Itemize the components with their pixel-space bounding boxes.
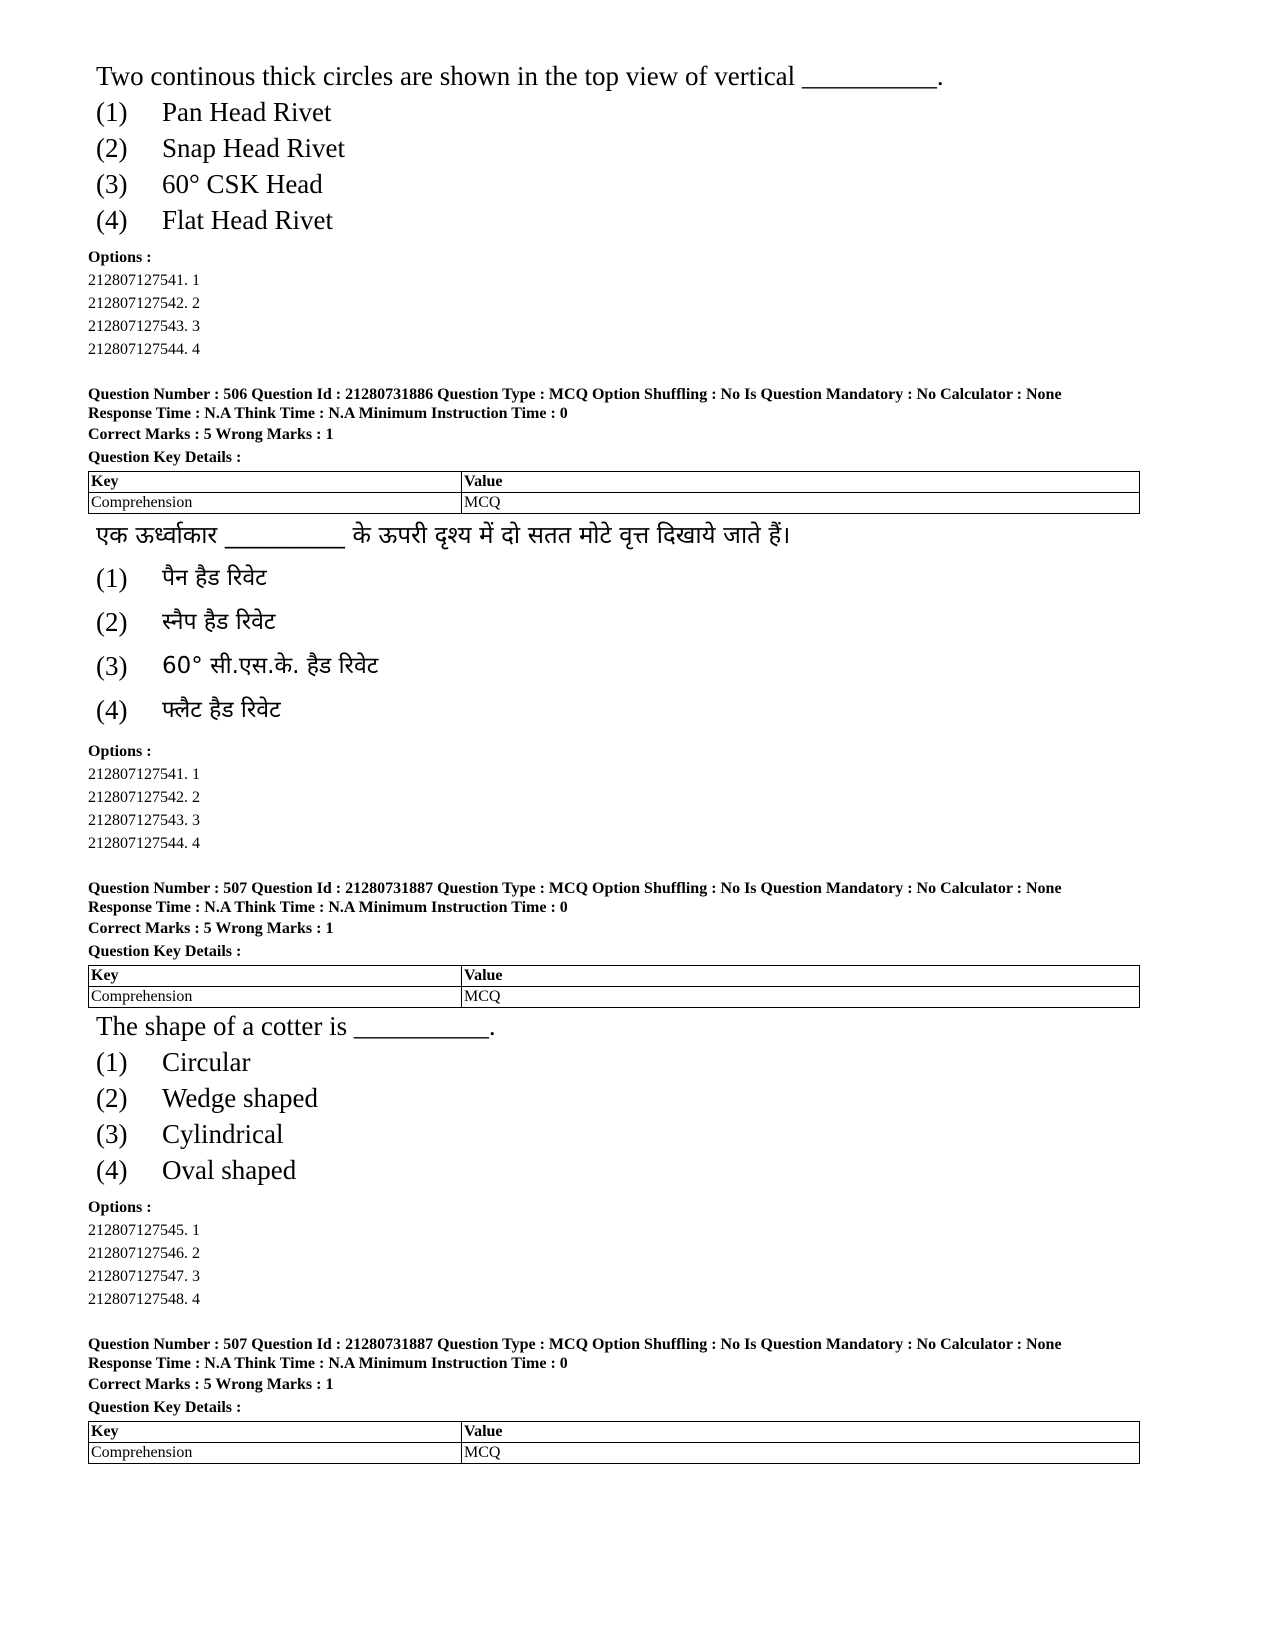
question-507-body bbox=[96, 1008, 1188, 1188]
question-meta bbox=[88, 879, 1188, 917]
choice-4 bbox=[96, 202, 1188, 238]
key-header: Key bbox=[89, 472, 462, 493]
choice-text: Wedge shaped bbox=[162, 1083, 319, 1113]
choice-number: (1) bbox=[96, 97, 128, 127]
meta-line-1: Question Number : 507 Question Id : 21280731887 Question Type : MCQ Option Shuffling : No Is Question Mandatory : No Calculator : None bbox=[88, 1336, 1062, 1353]
option-id: 212807127541. 1 bbox=[88, 272, 200, 289]
choice-text: Circular bbox=[162, 1047, 251, 1077]
choice-2 bbox=[96, 130, 1188, 166]
choice-text: पैन हैड रिवेट bbox=[162, 565, 267, 591]
option-id: 212807127548. 4 bbox=[88, 1291, 200, 1308]
value-cell: MCQ bbox=[462, 1443, 1140, 1464]
choice-1 bbox=[96, 1044, 1188, 1080]
table-row bbox=[89, 987, 1140, 1008]
option-id: 212807127541. 1 bbox=[88, 766, 200, 783]
table-row bbox=[89, 493, 1140, 514]
choice-number: (3) bbox=[96, 169, 128, 199]
key-header: Key bbox=[89, 1422, 462, 1443]
marks-line: Correct Marks : 5 Wrong Marks : 1 bbox=[88, 1376, 334, 1393]
choice-number: (3) bbox=[96, 651, 128, 681]
table-header-row bbox=[89, 472, 1140, 493]
question-meta bbox=[88, 385, 1188, 423]
choice-1 bbox=[96, 556, 1188, 600]
marks-line: Correct Marks : 5 Wrong Marks : 1 bbox=[88, 426, 334, 443]
key-cell: Comprehension bbox=[89, 1443, 462, 1464]
options-label: Options : bbox=[88, 249, 152, 266]
options-label: Options : bbox=[88, 1199, 152, 1216]
choice-number: (3) bbox=[96, 1119, 128, 1149]
choice-text: Pan Head Rivet bbox=[162, 97, 332, 127]
choice-text: फ्लैट हैड रिवेट bbox=[162, 697, 281, 723]
option-id: 212807127542. 2 bbox=[88, 789, 200, 806]
choice-number: (2) bbox=[96, 607, 128, 637]
question-text: Two continous thick circles are shown in the top view of vertical __________. bbox=[96, 61, 944, 91]
choice-4 bbox=[96, 688, 1188, 732]
option-id: 212807127544. 4 bbox=[88, 835, 200, 852]
option-id: 212807127543. 3 bbox=[88, 318, 200, 335]
choice-text: स्नैप हैड रिवेट bbox=[162, 609, 276, 635]
value-header: Value bbox=[462, 1422, 1140, 1443]
choice-number: (4) bbox=[96, 695, 128, 725]
choice-3 bbox=[96, 1116, 1188, 1152]
value-cell: MCQ bbox=[462, 493, 1140, 514]
key-details-label: Question Key Details : bbox=[88, 449, 242, 466]
choice-text: Snap Head Rivet bbox=[162, 133, 345, 163]
option-id: 212807127544. 4 bbox=[88, 341, 200, 358]
meta-line-2: Response Time : N.A Think Time : N.A Minimum Instruction Time : 0 bbox=[88, 405, 568, 422]
choice-1 bbox=[96, 94, 1188, 130]
choice-2 bbox=[96, 600, 1188, 644]
choice-3 bbox=[96, 644, 1188, 688]
choice-text: 60° CSK Head bbox=[162, 169, 323, 199]
choice-4 bbox=[96, 1152, 1188, 1188]
choice-number: (2) bbox=[96, 133, 128, 163]
question-506-body bbox=[96, 514, 1188, 732]
choice-number: (4) bbox=[96, 205, 128, 235]
options-label: Options : bbox=[88, 743, 152, 760]
key-header: Key bbox=[89, 966, 462, 987]
question-meta bbox=[88, 1335, 1188, 1373]
choice-text: 60° सी.एस.के. हैड रिवेट bbox=[162, 653, 379, 679]
option-id: 212807127547. 3 bbox=[88, 1268, 200, 1285]
table-row bbox=[89, 1443, 1140, 1464]
table-header-row bbox=[89, 1422, 1140, 1443]
option-id: 212807127542. 2 bbox=[88, 295, 200, 312]
option-id: 212807127543. 3 bbox=[88, 812, 200, 829]
key-details-label: Question Key Details : bbox=[88, 1399, 242, 1416]
table-header-row bbox=[89, 966, 1140, 987]
value-header: Value bbox=[462, 472, 1140, 493]
meta-line-2: Response Time : N.A Think Time : N.A Minimum Instruction Time : 0 bbox=[88, 899, 568, 916]
choice-2 bbox=[96, 1080, 1188, 1116]
choice-number: (4) bbox=[96, 1155, 128, 1185]
key-cell: Comprehension bbox=[89, 987, 462, 1008]
choice-number: (1) bbox=[96, 1047, 128, 1077]
choice-text: Flat Head Rivet bbox=[162, 205, 333, 235]
meta-line-2: Response Time : N.A Think Time : N.A Minimum Instruction Time : 0 bbox=[88, 1355, 568, 1372]
option-id: 212807127545. 1 bbox=[88, 1222, 200, 1239]
question-505-body bbox=[96, 58, 1188, 238]
option-id: 212807127546. 2 bbox=[88, 1245, 200, 1262]
meta-line-1: Question Number : 506 Question Id : 21280731886 Question Type : MCQ Option Shuffling : No Is Question Mandatory : No Calculator : None bbox=[88, 386, 1062, 403]
key-value-table bbox=[88, 965, 1140, 1008]
key-details-label: Question Key Details : bbox=[88, 943, 242, 960]
question-text: एक ऊर्ध्वाकार __________ के ऊपरी दृश्य में दो सतत मोटे वृत्त दिखाये जाते हैं। bbox=[96, 521, 791, 549]
choice-3 bbox=[96, 166, 1188, 202]
value-cell: MCQ bbox=[462, 987, 1140, 1008]
choice-text: Oval shaped bbox=[162, 1155, 297, 1185]
choice-number: (2) bbox=[96, 1083, 128, 1113]
marks-line: Correct Marks : 5 Wrong Marks : 1 bbox=[88, 920, 334, 937]
choice-text: Cylindrical bbox=[162, 1119, 284, 1149]
key-value-table bbox=[88, 1421, 1140, 1464]
key-cell: Comprehension bbox=[89, 493, 462, 514]
choice-number: (1) bbox=[96, 563, 128, 593]
key-value-table bbox=[88, 471, 1140, 514]
question-text: The shape of a cotter is __________. bbox=[96, 1011, 496, 1041]
document-page bbox=[88, 58, 1188, 1464]
value-header: Value bbox=[462, 966, 1140, 987]
meta-line-1: Question Number : 507 Question Id : 21280731887 Question Type : MCQ Option Shuffling : No Is Question Mandatory : No Calculator : None bbox=[88, 880, 1062, 897]
